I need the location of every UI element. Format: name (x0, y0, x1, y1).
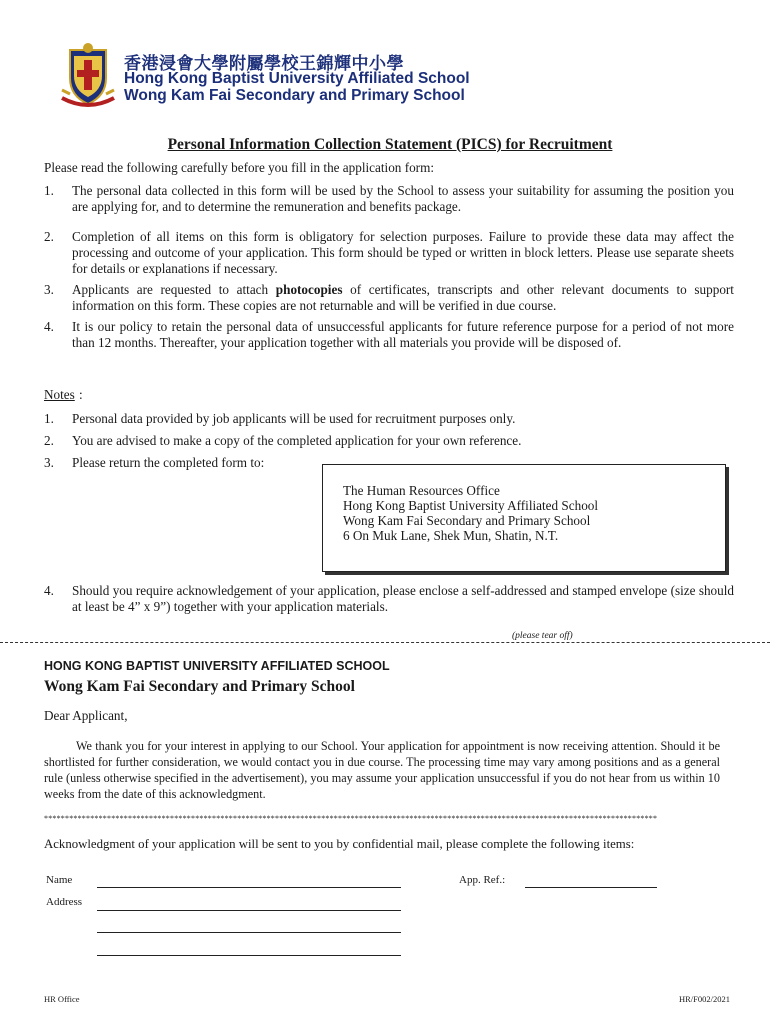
name-field[interactable] (97, 887, 401, 888)
school-name-english-line2: Wong Kam Fai Secondary and Primary School (124, 87, 465, 104)
note-number: 2. (44, 433, 54, 448)
note-text: You are advised to make a copy of the completed application for your own reference. (72, 433, 522, 448)
note-number: 1. (44, 411, 54, 426)
tear-off-label: (please tear off) (512, 631, 573, 641)
address-line: 6 On Muk Lane, Shek Mun, Shatin, N.T. (343, 528, 559, 543)
tear-off-dashed-line (0, 642, 770, 643)
pics-item-text-part: Applicants are requested to attach (72, 282, 276, 297)
ack-heading-school: Wong Kam Fai Secondary and Primary School (44, 678, 355, 695)
return-address-box (322, 464, 726, 572)
asterisk-separator: ************************************************************************************************************************************************** (44, 814, 658, 823)
ack-heading-university: HONG KONG BAPTIST UNIVERSITY AFFILIATED SCHOOL (44, 659, 390, 673)
address-field-line-1[interactable] (97, 910, 401, 911)
pics-item-number: 4. (44, 319, 54, 334)
school-crest-logo (60, 42, 116, 110)
note-text: Personal data provided by job applicants will be used for recruitment purposes only. (72, 411, 516, 426)
address-line: Hong Kong Baptist University Affiliated School (343, 498, 599, 513)
notes-heading-colon: : (79, 387, 83, 402)
pics-item-text: Completion of all items on this form is obligatory for selection purposes. Failure to provide these data may affect the processing and outcome of your application. This form should be typed or written in block letters. Please use separate sheets for details or explanations if necessary. (72, 229, 734, 276)
address-field-line-3[interactable] (97, 955, 401, 956)
note-text: Should you require acknowledgement of your application, please enclose a self-addressed and stamped envelope (size should at least be 4” x 9”) together with your application materials. (72, 583, 734, 614)
note-text: Please return the completed form to: (72, 455, 265, 470)
note-number: 4. (44, 583, 54, 598)
pics-item-text: It is our policy to retain the personal data of unsuccessful applicants for future reference purpose for a period of not more than 12 months. Thereafter, your application together with all materials you provide will be disposed of. (72, 319, 734, 350)
pics-item-number: 1. (44, 183, 54, 198)
footer-left: HR Office (44, 994, 80, 1004)
address-field-line-2[interactable] (97, 932, 401, 933)
note-number: 3. (44, 455, 54, 470)
app-ref-field[interactable] (525, 887, 657, 888)
pics-item-text (72, 282, 734, 314)
ack-body: We thank you for your interest in applying to our School. Your application for appointment is now receiving attention. Should it be shortlisted for further consideration, we would contact you in due course. The processing time may vary among positions and as a general rule (unless otherwise specified in the advertisement), you may assume your application unsuccessful if you do not hear from us within 10 weeks from the date of this acknowledgment. (44, 739, 720, 801)
notes-heading: Notes (44, 387, 75, 402)
school-name-chinese: 香港浸會大學附屬學校王錦輝中小學 (124, 54, 404, 74)
pics-item-number: 2. (44, 229, 54, 244)
pics-intro: Please read the following carefully before you fill in the application form: (44, 160, 434, 175)
name-label: Name (46, 874, 73, 886)
photocopies-emphasis: photocopies (275, 282, 343, 297)
app-ref-label: App. Ref.: (459, 874, 506, 886)
address-label: Address (46, 896, 83, 908)
pics-item-number: 3. (44, 282, 54, 297)
pics-item-text-part: of certificates, transcripts and other relevant documents to support information on this form. These copies are not returnable and will be verified in due course. (72, 282, 734, 313)
pics-item-text: The personal data collected in this form will be used by the School to assess your suitability for assuming the position you are applying for, and to determine the remuneration and benefits package. (72, 183, 734, 214)
ack-instruction: Acknowledgment of your application will be sent to you by confidential mail, please complete the following items: (44, 837, 635, 851)
address-line: The Human Resources Office (343, 483, 500, 498)
school-name-english-line1: Hong Kong Baptist University Affiliated School (124, 70, 470, 87)
address-line: Wong Kam Fai Secondary and Primary School (343, 513, 591, 528)
footer-form-code: HR/F002/2021 (678, 994, 730, 1004)
pics-title: Personal Information Collection Statement (PICS) for Recruitment (167, 136, 613, 153)
ack-salutation: Dear Applicant, (44, 708, 128, 723)
